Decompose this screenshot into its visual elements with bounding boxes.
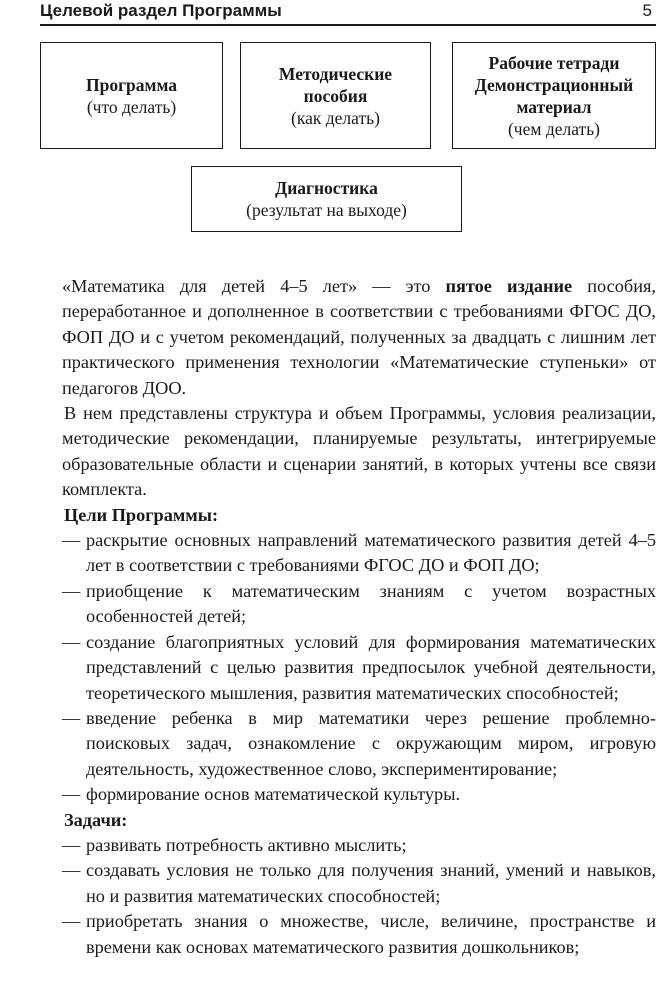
dash: —: [62, 530, 81, 551]
goals-list: [62, 528, 656, 807]
goals-heading: Цели Программы:: [64, 504, 219, 525]
page-number: 5: [642, 1, 652, 20]
dash: —: [62, 860, 81, 881]
list-item: [62, 858, 656, 909]
dash: —: [62, 784, 81, 805]
item-text: раскрытие основных направлений математического развития детей 4–5 лет в соответствии с требованиями ФГОС ДО и ФОП ДО;: [86, 530, 656, 576]
tasks-list: [62, 833, 656, 960]
box-title: Методические пособия: [278, 63, 393, 106]
dash: —: [62, 911, 81, 932]
list-item: [62, 706, 656, 782]
item-text: приобретать знания о множестве, числе, величине, пространстве и времени как основах математического развития дошкольников;: [86, 911, 656, 957]
tasks-heading: Задачи:: [64, 809, 128, 830]
item-text: создание благоприятных условий для формирования математических представлений с целью развития предпосылок учебной деятельности, теоретического мышления, развития математических способностей;: [86, 631, 656, 703]
workbooks-box: [452, 42, 656, 149]
item-text: формирование основ математической культуры.: [86, 784, 461, 805]
running-header: [40, 0, 656, 26]
item-text: развивать потребность активно мыслить;: [86, 834, 407, 855]
box-subtitle: (как делать): [291, 107, 380, 128]
section-title: Целевой раздел Программы: [40, 1, 282, 20]
box-title: Программа: [86, 74, 177, 95]
list-item: [62, 579, 656, 630]
intro-paragraph: [62, 274, 656, 401]
dash: —: [62, 834, 81, 855]
list-item: [62, 909, 656, 960]
list-item: [62, 528, 656, 579]
program-box: [40, 42, 223, 149]
item-text: введение ребенка в мир математики через решение проблемно-поисковых задач, ознакомление с окружающим миром, игровую деятельность, художественное слово, экспериментирование;: [86, 707, 656, 779]
box-subtitle: (результат на выходе): [246, 200, 407, 220]
item-text: приобщение к математическим знаниям с учетом возрастных особенностей детей;: [86, 580, 656, 627]
body-text: [62, 274, 656, 960]
box-title: Рабочие тетради Демонстрационный материал: [474, 52, 634, 117]
structure-paragraph: В нем представлены структура и объем Программы, условия реализации, методические рекомендации, планируемые результаты, интегрируемые образовательные области и сценарии занятий, в которых учтены все связи комплекта.: [62, 403, 656, 500]
edition-emphasis: пятое издание: [445, 276, 573, 296]
intro-text: «Математика для детей 4–5 лет» — это: [62, 276, 446, 296]
dash: —: [62, 631, 81, 652]
list-item: [62, 630, 656, 706]
item-text: создавать условия не только для получения знаний, умений и навыков, но и развития математических способностей;: [86, 860, 656, 906]
box-subtitle: (что делать): [86, 96, 177, 117]
list-item: [62, 833, 656, 858]
diagnostics-box: [191, 166, 462, 232]
dash: —: [62, 580, 81, 601]
dash: —: [62, 707, 81, 728]
box-title: Диагностика: [275, 178, 378, 198]
list-item: [62, 782, 656, 807]
box-subtitle: (чем делать): [507, 118, 601, 139]
methodical-guides-box: [240, 42, 431, 149]
intro-text-cont: пособия, переработанное и дополненное в соответствии с требованиями ФГОС ДО, ФОП ДО и с учетом рекомендаций, полученных за двадцать с лишним лет практического применения технологии «Математические ступеньки» от педагогов ДОО.: [62, 276, 656, 398]
